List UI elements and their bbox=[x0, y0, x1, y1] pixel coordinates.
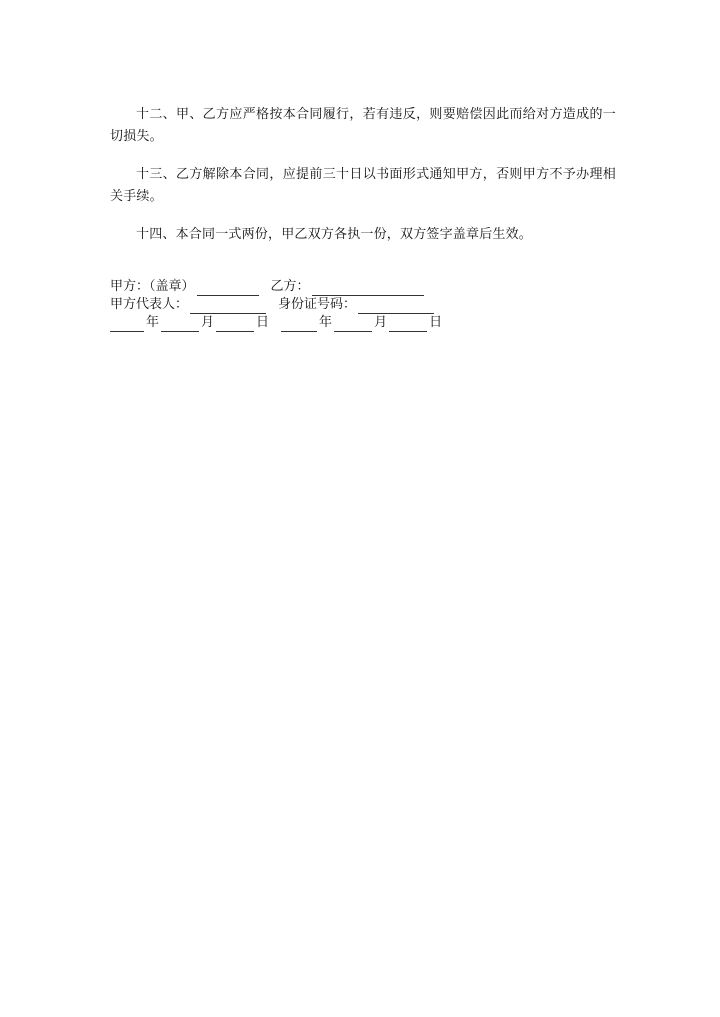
party-a-year-blank bbox=[110, 318, 144, 332]
party-b-year-blank bbox=[281, 318, 317, 332]
party-b-day-label: 日 bbox=[429, 315, 443, 330]
party-b-month-blank bbox=[334, 318, 372, 332]
representative-row bbox=[110, 296, 616, 314]
contract-clauses bbox=[110, 104, 616, 262]
party-a-day-label: 日 bbox=[256, 315, 270, 330]
id-number-blank bbox=[358, 300, 434, 314]
clause-14: 十四、本合同一式两份，甲乙双方各执一份，双方签字盖章后生效。 bbox=[136, 227, 533, 242]
party-b-month-label: 月 bbox=[374, 315, 388, 330]
party-signature-row bbox=[110, 278, 616, 296]
party-a-day-blank bbox=[216, 318, 254, 332]
party-a-seal-blank bbox=[197, 282, 259, 296]
id-number-label: 身份证号码： bbox=[278, 297, 357, 312]
party-a-representative-blank bbox=[190, 300, 266, 314]
party-b-day-blank bbox=[389, 318, 427, 332]
clause-12: 十二、甲、乙方应严格按本合同履行，若有违反，则要赔偿因此而给对方造成的一切损失。 bbox=[110, 107, 616, 144]
party-a-representative-label: 甲方代表人： bbox=[110, 297, 189, 312]
party-b-blank bbox=[312, 282, 424, 296]
date-row bbox=[110, 314, 616, 332]
signature-block bbox=[110, 278, 616, 332]
party-b-label: 乙方： bbox=[270, 279, 310, 294]
party-a-month-blank bbox=[161, 318, 199, 332]
party-a-month-label: 月 bbox=[201, 315, 215, 330]
party-a-year-label: 年 bbox=[146, 315, 160, 330]
clause-13: 十三、乙方解除本合同，应提前三十日以书面形式通知甲方，否则甲方不予办理相关手续。 bbox=[110, 167, 616, 204]
party-a-seal-label: 甲方：（盖章） bbox=[110, 279, 195, 294]
party-b-year-label: 年 bbox=[319, 315, 333, 330]
